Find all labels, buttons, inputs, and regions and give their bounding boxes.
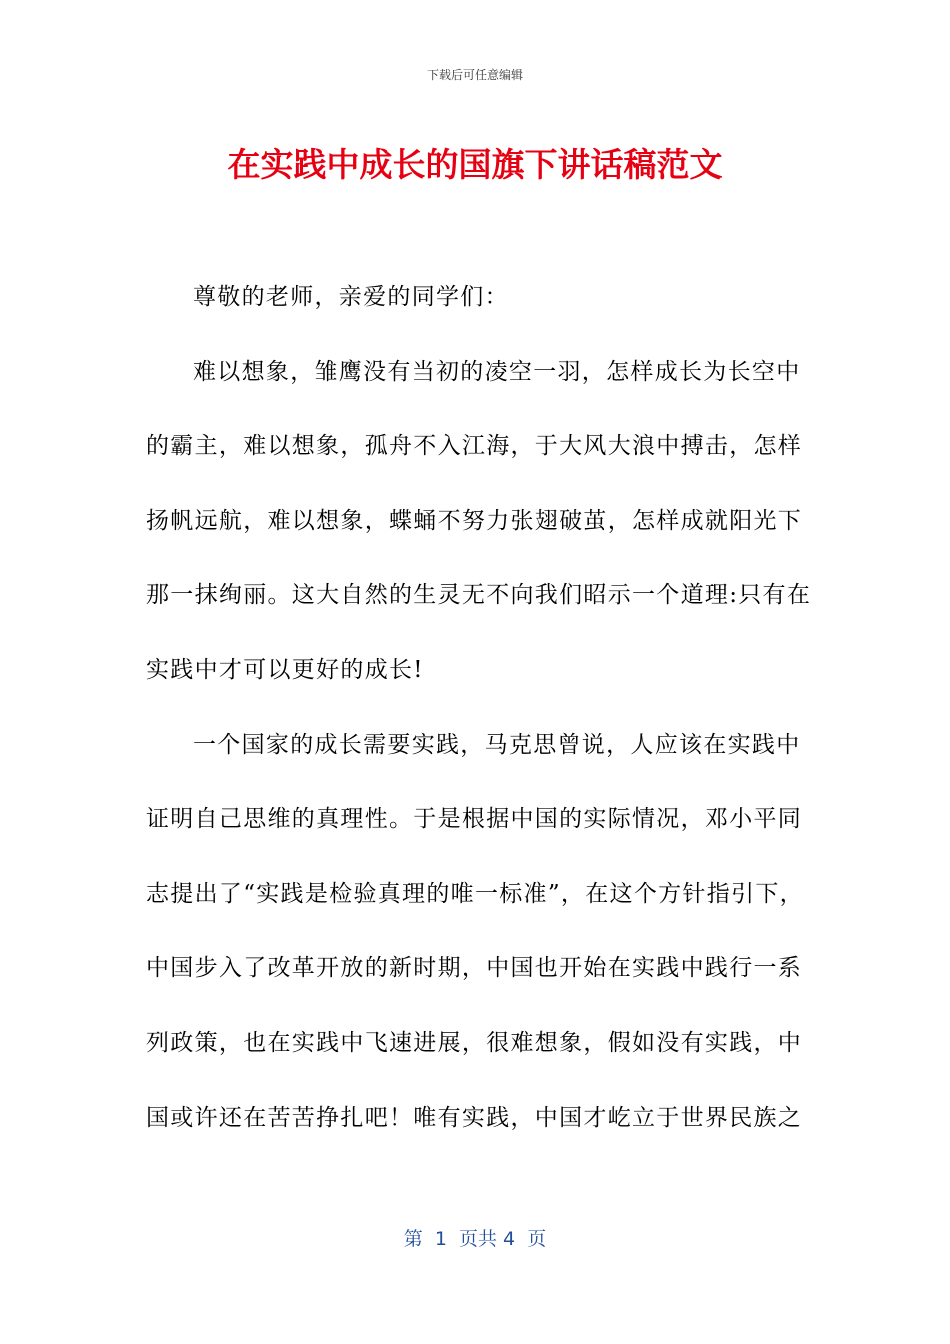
document-body bbox=[146, 275, 812, 1170]
paragraph-line: 列政策，也在实践中飞速进展，很难想象，假如没有实践，中 bbox=[146, 1029, 803, 1056]
paragraph-line: 证明自己思维的真理性。于是根据中国的实际情况，邓小平同 bbox=[146, 806, 803, 833]
paragraph-line: 难以想象，雏鹰没有当初的凌空一羽，怎样成长为长空中 bbox=[193, 358, 801, 385]
paragraph-line: 中国步入了改革开放的新时期，中国也开始在实践中践行一系 bbox=[146, 955, 803, 982]
paragraph-line: 一个国家的成长需要实践，马克思曾说，人应该在实践中 bbox=[193, 731, 801, 758]
salutation-line: 尊敬的老师，亲爱的同学们： bbox=[193, 284, 509, 310]
document-title: 在实践中成长的国旗下讲话稿范文 bbox=[227, 145, 723, 184]
page-header-note: 下载后可任意编辑 bbox=[426, 68, 523, 82]
page-number-footer: 第 1 页共 4 页 bbox=[403, 1228, 547, 1250]
paragraph-line: 扬帆远航，难以想象，蝶蛹不努力张翅破茧，怎样成就阳光下 bbox=[146, 507, 803, 534]
paragraph-line: 的霸主，难以想象，孤舟不入江海，于大风大浪中搏击，怎样 bbox=[146, 433, 803, 460]
paragraph-line: 国或许还在苦苦挣扎吧！唯有实践，中国才屹立于世界民族之 bbox=[146, 1104, 803, 1131]
paragraph-line: 实践中才可以更好的成长! bbox=[146, 656, 424, 683]
paragraph-line: 志提出了“实践是检验真理的唯一标准”，在这个方针指引下， bbox=[146, 880, 804, 907]
paragraph-line: 那一抹绚丽。这大自然的生灵无不向我们昭示一个道理:只有在 bbox=[146, 582, 812, 609]
